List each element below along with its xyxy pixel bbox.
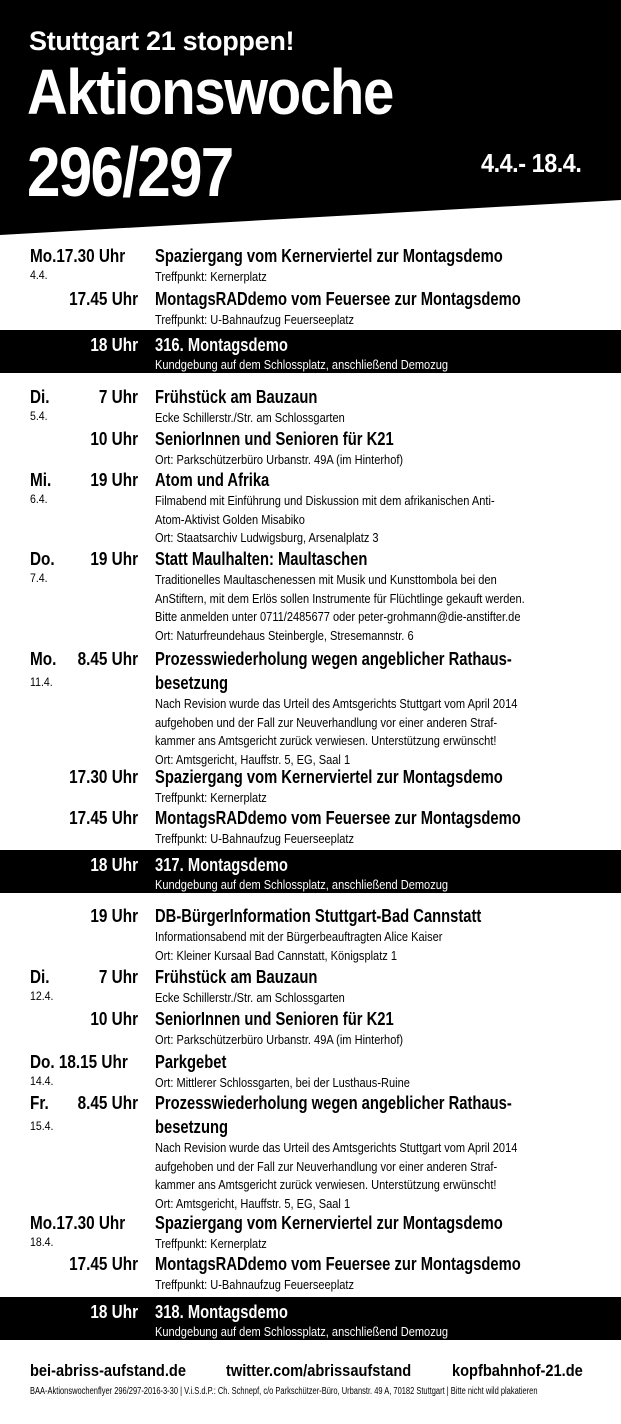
event-time: 10 Uhr [90, 429, 138, 449]
event-detail-line: Treffpunkt: U-Bahnaufzug Feuerseeplatz [155, 831, 355, 846]
event-detail-line: Ort: Parkschützerbüro Urbanstr. 49A (im Hinterhof) [155, 452, 404, 467]
event-details [155, 571, 555, 645]
event-detail-line: kammer ans Amtsgericht zurück verwiesen. Unterstützung erwünscht! [155, 733, 497, 748]
event-detail-line: Ort: Amtsgericht, Hauffstr. 5, EG, Saal 1 [155, 751, 351, 767]
event-detail-line: kammer ans Amtsgericht zurück verwiesen. Unterstützung erwünscht! [155, 1177, 497, 1192]
event-details [155, 989, 555, 1008]
event-detail-line: Ort: Naturfreundehaus Steinbergle, Stresemannstr. 6 [155, 627, 414, 643]
event-detail-line: Atom-Aktivist Golden Misabiko [155, 511, 305, 527]
event-time: 17.45 Uhr [69, 289, 138, 309]
event-detail-line: Informationsabend mit der Bürgerbeauftragten Alice Kaiser [155, 929, 443, 944]
event-detail-line: aufgehoben und der Fall zur Neuverhandlung vor einer anderen Straf- [155, 714, 498, 730]
event-detail-line: Treffpunkt: Kernerplatz [155, 269, 267, 284]
event-date: 7.4. [30, 571, 48, 585]
event-detail-line: Nach Revision wurde das Urteil des Amtsgerichts Stuttgart vom April 2014 [155, 696, 518, 711]
twitter-link[interactable]: twitter.com/abrissaufstand [226, 1361, 412, 1380]
event-date: 5.4. [30, 409, 48, 423]
event-time: 17.45 Uhr [69, 1254, 138, 1274]
event-day: Mo. [30, 649, 57, 669]
event-detail-line: Treffpunkt: U-Bahnaufzug Feuerseeplatz [155, 1277, 355, 1292]
event-title: Prozesswiederholung wegen angeblicher Rathaus- [155, 1093, 512, 1113]
event-time: 17.30 Uhr [69, 767, 138, 787]
event-detail-line: Ort: Mittlerer Schlossgarten, bei der Lusthaus-Ruine [155, 1075, 410, 1090]
event-time: 10 Uhr [90, 1009, 138, 1029]
event-details [155, 492, 555, 548]
header-subtitle: Stuttgart 21 stoppen! [29, 26, 295, 56]
event-details [155, 1074, 555, 1093]
header-dates: 4.4.- 18.4. [481, 148, 582, 178]
event-title: 317. Montagsdemo [155, 855, 288, 875]
event-date: 11.4. [30, 675, 53, 689]
event-detail-line: Ecke Schillerstr./Str. am Schlossgarten [155, 990, 345, 1005]
event-detail-line: Ort: Staatsarchiv Ludwigsburg, Arsenalplatz 3 [155, 530, 379, 545]
event-detail-line: Ecke Schillerstr./Str. am Schlossgarten [155, 410, 345, 425]
demo-row [0, 850, 621, 893]
event-detail-line: Traditionelles Maultaschenessen mit Musik und Kunsttombola bei den [155, 572, 497, 587]
header-title: Aktionswoche [27, 56, 393, 128]
event-detail-line: Filmabend mit Einführung und Diskussion mit dem afrikanischen Anti- [155, 493, 495, 508]
event-time: 8.45 Uhr [77, 649, 138, 669]
event-details [155, 356, 555, 375]
event-detail-line: Treffpunkt: U-Bahnaufzug Feuerseeplatz [155, 312, 355, 327]
event-details [155, 928, 555, 965]
event-title: SeniorInnen und Senioren für K21 [155, 429, 394, 449]
event-time: 8.45 Uhr [77, 1093, 138, 1113]
event-title: 318. Montagsdemo [155, 1302, 288, 1322]
event-time: 18 Uhr [90, 855, 138, 875]
website-link[interactable]: bei-abriss-aufstand.de [30, 1361, 186, 1380]
event-day: Mo.17.30 Uhr [30, 246, 126, 266]
event-title: MontagsRADdemo vom Feuersee zur Montagsdemo [155, 289, 521, 309]
kopfbahnhof-link[interactable]: kopfbahnhof-21.de [452, 1361, 583, 1380]
event-title: Prozesswiederholung wegen angeblicher Rathaus- [155, 649, 512, 669]
event-time: 19 Uhr [90, 470, 138, 490]
event-day: Mi. [30, 470, 52, 490]
event-detail-line: Bitte anmelden unter 0711/2485677 oder peter-grohmann@die-anstifter.de [155, 609, 521, 624]
event-day: Mo.17.30 Uhr [30, 1213, 126, 1233]
event-details [155, 1031, 555, 1050]
event-title: SeniorInnen und Senioren für K21 [155, 1009, 394, 1029]
event-title: Frühstück am Bauzaun [155, 387, 318, 407]
header-numbers: 296/297 [27, 133, 233, 211]
event-title: Parkgebet [155, 1052, 227, 1072]
event-details [155, 789, 555, 808]
event-time: 19 Uhr [90, 906, 138, 926]
header-banner [0, 0, 621, 245]
event-detail-line: Ort: Kleiner Kursaal Bad Cannstatt, Königsplatz 1 [155, 947, 398, 963]
event-detail-line: AnStiftern, mit dem Erlös sollen Instrumente für Flüchtlinge gekauft werden. [155, 590, 525, 606]
event-date: 12.4. [30, 989, 54, 1003]
demo-row [0, 1297, 621, 1340]
event-details [155, 409, 555, 428]
event-detail-line: Kundgebung auf dem Schlossplatz, anschließend Demozug [155, 357, 449, 372]
event-date: 18.4. [30, 1235, 54, 1249]
event-details [155, 451, 555, 470]
event-time: 7 Uhr [98, 387, 138, 407]
event-time: 17.45 Uhr [69, 808, 138, 828]
event-detail-line: Treffpunkt: Kernerplatz [155, 790, 267, 805]
event-day: Do. [30, 549, 55, 569]
event-details [155, 695, 555, 769]
event-title: Spaziergang vom Kernerviertel zur Montagsdemo [155, 1213, 503, 1233]
event-date: 14.4. [30, 1074, 54, 1088]
event-title: 316. Montagsdemo [155, 335, 288, 355]
event-title: MontagsRADdemo vom Feuersee zur Montagsdemo [155, 808, 521, 828]
event-title: Spaziergang vom Kernerviertel zur Montagsdemo [155, 767, 503, 787]
imprint: BAA-Aktionswochenflyer 296/297-2016-3-30 | V.i.S.d.P.: Ch. Schnepf, c/o Parkschützer-Büro, Urbanstr. 49 A, 70182 Stuttgart | Bitte nicht wild plakatieren [30, 1386, 538, 1397]
event-title: MontagsRADdemo vom Feuersee zur Montagsdemo [155, 1254, 521, 1274]
event-title: Statt Maulhalten: Maultaschen [155, 549, 368, 569]
demo-row [0, 330, 621, 373]
event-detail-line: Nach Revision wurde das Urteil des Amtsgerichts Stuttgart vom April 2014 [155, 1140, 518, 1155]
event-detail-line: Treffpunkt: Kernerplatz [155, 1236, 267, 1251]
event-title-continued: besetzung [155, 1117, 228, 1137]
event-date: 6.4. [30, 492, 48, 506]
event-details [155, 1276, 555, 1295]
event-detail-line: Kundgebung auf dem Schlossplatz, anschließend Demozug [155, 877, 449, 892]
event-details [155, 1235, 555, 1254]
event-details [155, 876, 555, 895]
event-details [155, 830, 555, 849]
event-time: 18 Uhr [90, 1302, 138, 1322]
event-title: Frühstück am Bauzaun [155, 967, 318, 987]
event-day: Do. 18.15 Uhr [30, 1052, 128, 1072]
event-title: DB-BürgerInformation Stuttgart-Bad Cannstatt [155, 906, 482, 926]
event-detail-line: Ort: Parkschützerbüro Urbanstr. 49A (im Hinterhof) [155, 1032, 404, 1047]
event-details [155, 268, 555, 287]
event-title: Atom und Afrika [155, 470, 270, 490]
event-detail-line: Ort: Amtsgericht, Hauffstr. 5, EG, Saal 1 [155, 1195, 351, 1211]
event-date: 4.4. [30, 268, 48, 282]
event-day: Di. [30, 967, 50, 987]
event-date: 15.4. [30, 1119, 54, 1133]
event-title-continued: besetzung [155, 673, 228, 693]
event-title: Spaziergang vom Kernerviertel zur Montagsdemo [155, 246, 503, 266]
event-time: 7 Uhr [98, 967, 138, 987]
event-detail-line: Kundgebung auf dem Schlossplatz, anschließend Demozug [155, 1324, 449, 1339]
event-day: Fr. [30, 1093, 49, 1113]
event-detail-line: aufgehoben und der Fall zur Neuverhandlung vor einer anderen Straf- [155, 1158, 498, 1174]
event-details [155, 1323, 555, 1342]
event-details [155, 1139, 555, 1213]
event-time: 19 Uhr [90, 549, 138, 569]
event-day: Di. [30, 387, 50, 407]
event-time: 18 Uhr [90, 335, 138, 355]
event-details [155, 311, 555, 330]
